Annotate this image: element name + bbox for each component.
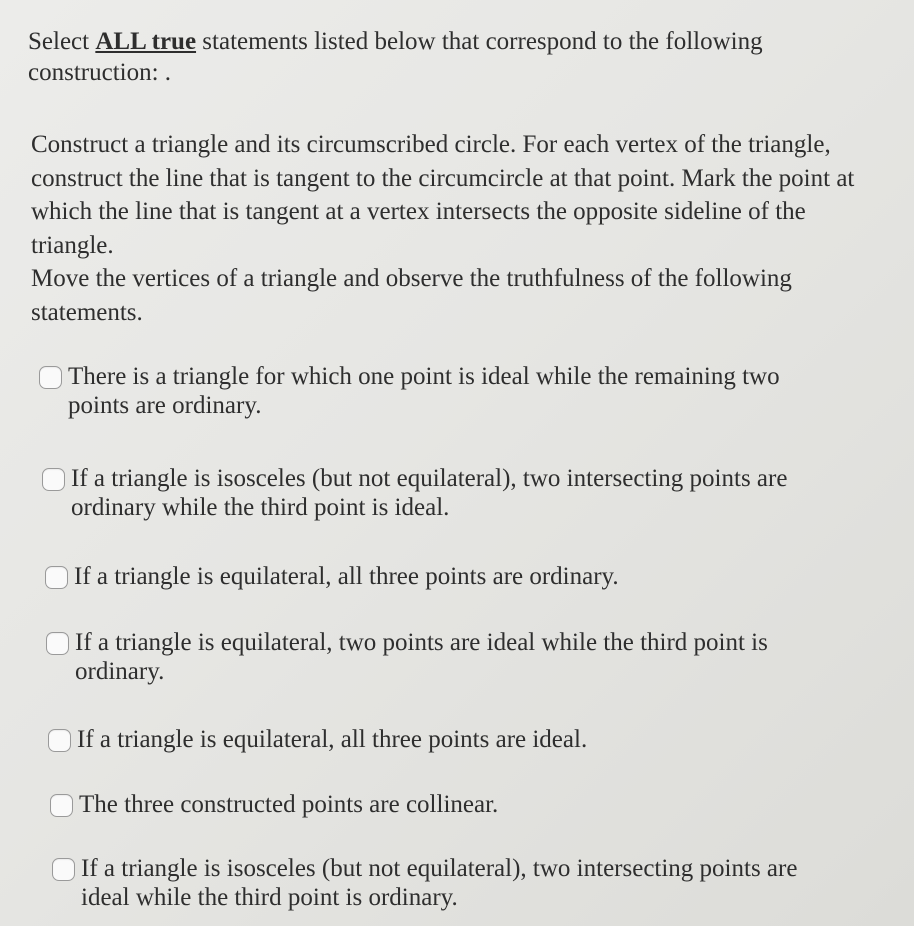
prompt-text-start: Select — [28, 28, 96, 55]
checkbox[interactable] — [50, 794, 73, 817]
option-label: If a triangle is isosceles (but not equilateral), two intersecting points are ordinary while the third point is ideal. — [71, 465, 788, 521]
checkbox[interactable] — [39, 366, 62, 389]
answer-option[interactable] — [52, 854, 832, 912]
answer-option[interactable] — [39, 362, 819, 420]
construction-instructions: Construct a triangle and its circumscribed circle. For each vertex of the triangle, construct the line that is tangent to the circumcircle at that point. Mark the point at which the line that is tangent at a vertex intersects the opposite sideline of the triangle. — [31, 131, 855, 259]
prompt-emphasis: ALL true — [95, 28, 197, 55]
option-label: There is a triangle for which one point is ideal while the remaining two points are ordinary. — [68, 363, 780, 419]
prompt-text-end: statements listed below that correspond to the following construction: . — [28, 28, 763, 86]
checkbox[interactable] — [46, 632, 69, 655]
option-label: If a triangle is equilateral, all three points are ideal. — [77, 726, 588, 753]
answer-option[interactable] — [46, 628, 836, 686]
checkbox[interactable] — [45, 566, 68, 589]
checkbox[interactable] — [48, 729, 71, 752]
checkbox[interactable] — [42, 468, 65, 491]
option-label: If a triangle is isosceles (but not equilateral), two intersecting points are ideal while the third point is ordinary. — [81, 855, 798, 911]
construction-task: Move the vertices of a triangle and observe the truthfulness of the following statements. — [31, 265, 792, 326]
option-label: If a triangle is equilateral, two points are ideal while the third point is ordinary. — [75, 629, 768, 685]
answer-option[interactable] — [45, 562, 835, 591]
checkbox[interactable] — [52, 858, 75, 881]
option-label: The three constructed points are collinear. — [79, 791, 499, 818]
option-label: If a triangle is equilateral, all three points are ordinary. — [74, 563, 619, 590]
answer-option[interactable] — [48, 725, 838, 754]
answer-option[interactable] — [42, 464, 827, 522]
answer-option[interactable] — [50, 790, 840, 819]
